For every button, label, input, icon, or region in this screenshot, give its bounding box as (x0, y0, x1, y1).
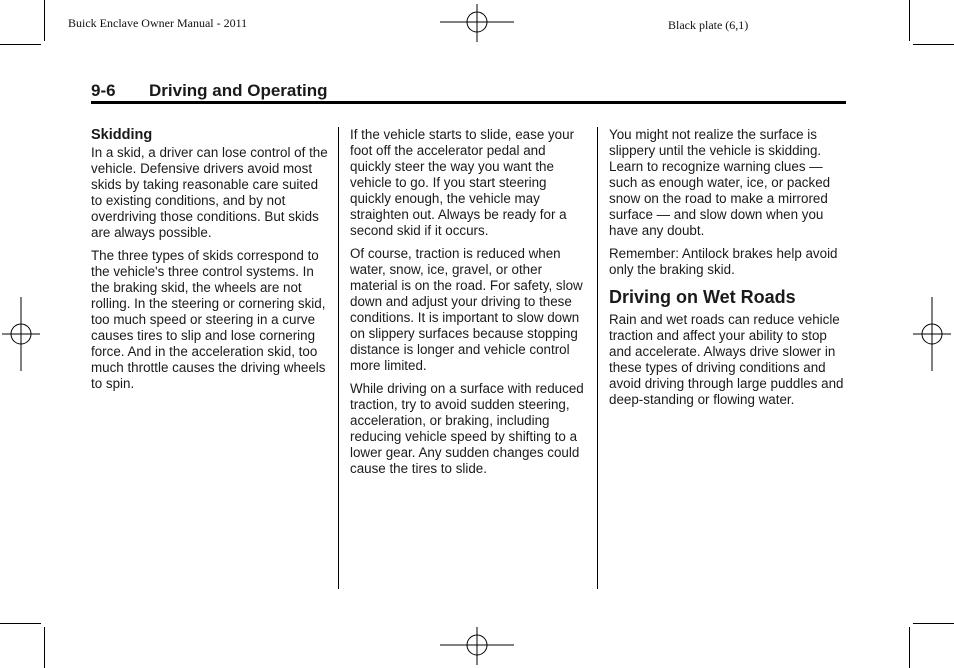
paragraph: Of course, traction is reduced when water, snow, ice, gravel, or other material is on the road. For safety, slow down and adjust your driving to these conditions. It is important to slow down on slippery surfaces because stopping distance is longer and vehicle control more limited. (350, 246, 583, 373)
crop-mark-top-left-h (0, 44, 41, 45)
registration-mark-bottom-icon (440, 627, 514, 665)
column-1 (91, 127, 329, 399)
heading-skidding: Skidding (91, 127, 153, 143)
paragraph: Remember: Antilock brakes help avoid only the braking skid. (609, 246, 838, 277)
registration-mark-left-icon (2, 297, 40, 371)
running-header-right: Black plate (6,1) (668, 18, 749, 32)
column-2 (350, 127, 589, 484)
column-3 (609, 127, 849, 415)
paragraph: The three types of skids correspond to the vehicle's three control systems. In the braking skid, the wheels are not rolling. In the steering or cornering skid, too much speed or steering in a curve causes tires to slip and lose cornering force. And in the acceleration skid, too much throttle causes the driving wheels to spin. (91, 248, 326, 391)
registration-mark-top-icon (440, 4, 514, 42)
paragraph: Rain and wet roads can reduce vehicle traction and affect your ability to stop and accelerate. Always drive slower in these types of driving conditions and avoid driving through large puddles and deep-standing or flowing water. (609, 312, 844, 407)
crop-mark-top-left-v (44, 0, 45, 41)
section-rule (91, 101, 846, 104)
crop-mark-top-right-h (913, 44, 954, 45)
registration-mark-right-icon (913, 297, 951, 371)
paragraph: You might not realize the surface is slippery until the vehicle is skidding. Learn to recognize warning clues — such as enough water, ice, or packed snow on the road to make a mirrored surface — and slow down when you have any doubt. (609, 127, 831, 238)
running-header-left: Buick Enclave Owner Manual - 2011 (68, 16, 248, 30)
crop-mark-bottom-right-v (909, 627, 910, 668)
paragraph: If the vehicle starts to slide, ease your foot off the accelerator pedal and quickly steer the way you want the vehicle to go. If you start steering quickly enough, the vehicle may straighten out. Always be ready for a second skid if it occurs. (350, 127, 575, 238)
paragraph: In a skid, a driver can lose control of the vehicle. Defensive drivers avoid most skids by taking reasonable care suited to existing conditions, and by not overdriving those conditions. But skids are always possible. (91, 145, 328, 240)
column-divider-2 (597, 127, 598, 589)
crop-mark-bottom-left-h (0, 623, 41, 624)
paragraph: While driving on a surface with reduced traction, try to avoid sudden steering, acceleration, or braking, including reducing vehicle speed by shifting to a lower gear. Any sudden changes could cause the tires to slide. (350, 381, 584, 476)
section-number: 9-6 (91, 81, 116, 100)
crop-mark-top-right-v (909, 0, 910, 41)
section-title: Driving and Operating (149, 81, 328, 100)
crop-mark-bottom-left-v (44, 627, 45, 668)
column-divider-1 (338, 127, 339, 589)
crop-mark-bottom-right-h (913, 623, 954, 624)
heading-driving-on-wet-roads: Driving on Wet Roads (609, 287, 796, 307)
